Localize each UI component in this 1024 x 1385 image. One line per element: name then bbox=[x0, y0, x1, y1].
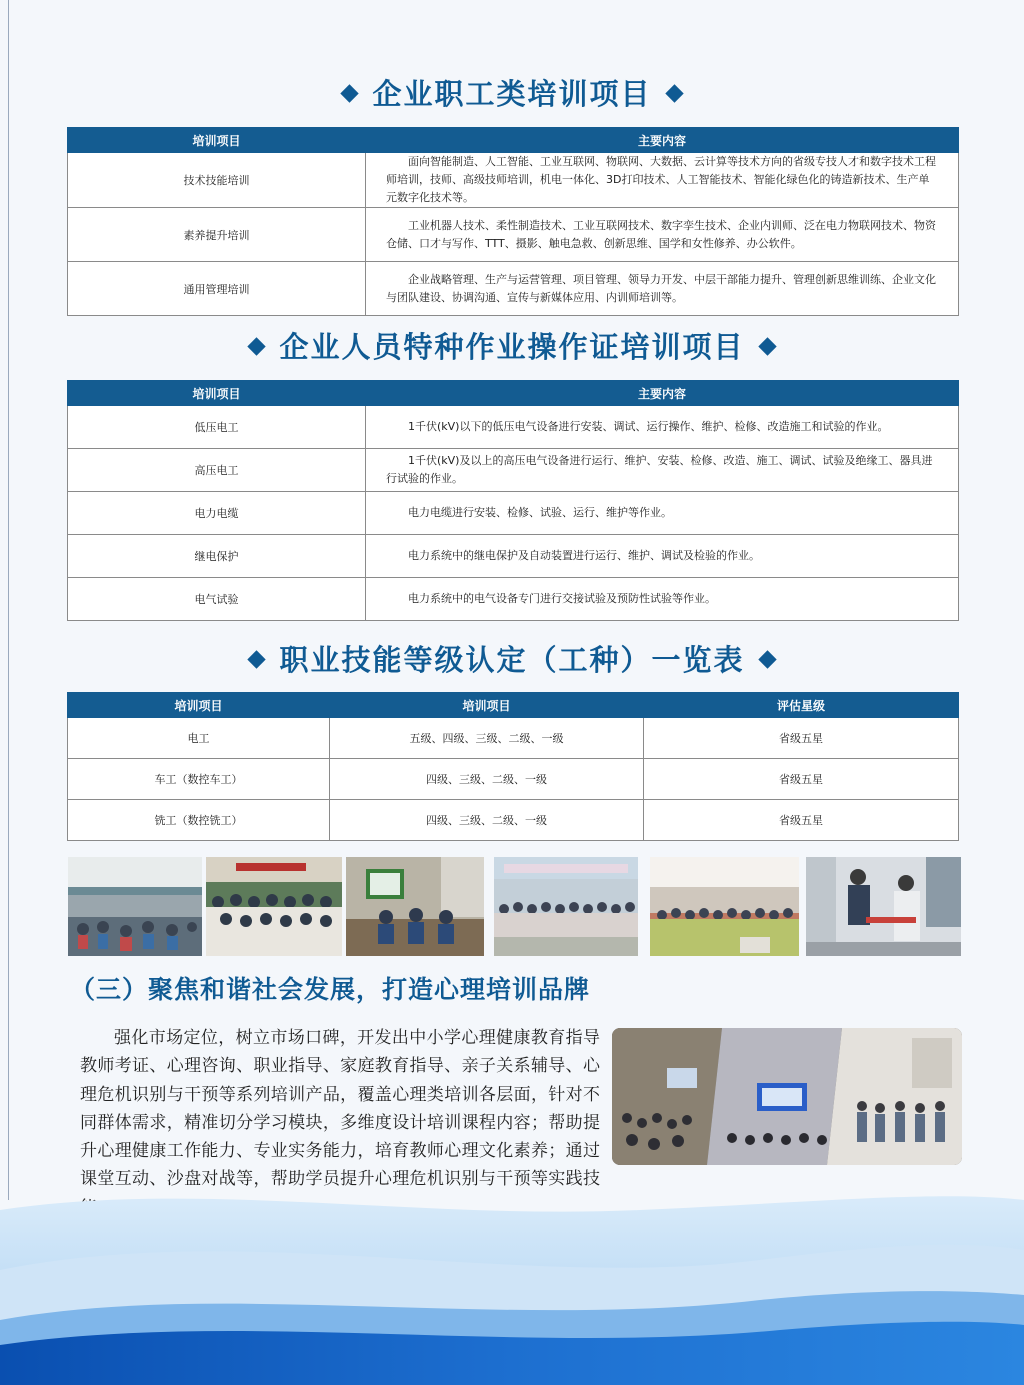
diamond-icon bbox=[341, 84, 359, 102]
table-header-cell: 培训项目 bbox=[330, 693, 644, 718]
decorative-wave-footer bbox=[0, 1180, 1024, 1385]
trade-name: 车工（数控车工） bbox=[68, 759, 330, 800]
table-header-cell: 评估星级 bbox=[644, 693, 959, 718]
table-header-row bbox=[68, 128, 959, 153]
training-item-name: 通用管理培训 bbox=[68, 262, 366, 316]
diamond-icon bbox=[665, 84, 683, 102]
psychology-section-title: （三）聚焦和谐社会发展，打造心理培训品牌 bbox=[70, 975, 591, 1004]
trade-rating: 省级五星 bbox=[644, 800, 959, 841]
diamond-icon bbox=[248, 650, 266, 668]
trade-name: 电工 bbox=[68, 718, 330, 759]
trade-name: 铣工（数控铣工） bbox=[68, 800, 330, 841]
training-item-name: 继电保护 bbox=[68, 535, 366, 578]
trade-rating: 省级五星 bbox=[644, 718, 959, 759]
section2-title: 企业人员特种作业操作证培训项目 bbox=[0, 325, 1024, 366]
diamond-icon bbox=[758, 650, 776, 668]
training-item-name: 技术技能培训 bbox=[68, 153, 366, 208]
table-row bbox=[68, 578, 959, 621]
training-item-content: 电力系统中的电气设备专门进行交接试验及预防性试验等作业。 bbox=[366, 578, 959, 621]
training-item-content: 企业战略管理、生产与运营管理、项目管理、领导力开发、中层干部能力提升、管理创新思维训练、企业文化与团队建设、协调沟通、宣传与新媒体应用、内训师培训等。 bbox=[366, 262, 959, 316]
table-skill-levels bbox=[67, 692, 959, 841]
table-header-cell: 主要内容 bbox=[366, 381, 959, 406]
training-item-content: 1千伏(kV)以下的低压电气设备进行安装、调试、运行操作、维护、检修、改造施工和试验的作业。 bbox=[366, 406, 959, 449]
photo-practical-training bbox=[806, 857, 961, 956]
section1-title: 企业职工类培训项目 bbox=[0, 72, 1024, 113]
training-item-content: 工业机器人技术、柔性制造技术、工业互联网技术、数字孪生技术、企业内训师、泛在电力物联网技术、物资仓储、口才与写作、TTT、摄影、触电急救、创新思维、国学和女性修养、办公软件。 bbox=[366, 208, 959, 262]
training-item-content: 电力系统中的继电保护及自动装置进行运行、维护、调试及检验的作业。 bbox=[366, 535, 959, 578]
table-row bbox=[68, 718, 959, 759]
table-row bbox=[68, 262, 959, 316]
photo-seminar-group-2 bbox=[650, 857, 799, 956]
training-item-name: 电气试验 bbox=[68, 578, 366, 621]
table-row bbox=[68, 535, 959, 578]
trade-levels: 四级、三级、二级、一级 bbox=[330, 759, 644, 800]
training-item-name: 高压电工 bbox=[68, 449, 366, 492]
table-header-cell: 主要内容 bbox=[366, 128, 959, 153]
table-enterprise-training bbox=[67, 127, 959, 316]
trade-levels: 四级、三级、二级、一级 bbox=[330, 800, 644, 841]
diamond-icon bbox=[758, 337, 776, 355]
table-row bbox=[68, 449, 959, 492]
table-row bbox=[68, 759, 959, 800]
table-row bbox=[68, 153, 959, 208]
training-item-content: 面向智能制造、人工智能、工业互联网、物联网、大数据、云计算等技术方向的省级专技人才和数字技术工程师培训，技师、高级技师培训，机电一体化、3D打印技术、人工智能技术、智能化绿色化的铸造新技术、生产单元数字化技术等。 bbox=[366, 153, 959, 208]
training-item-content: 电力电缆进行安装、检修、试验、运行、维护等作业。 bbox=[366, 492, 959, 535]
page-left-rule bbox=[8, 0, 9, 1200]
section3-title: 职业技能等级认定（工种）一览表 bbox=[0, 638, 1024, 679]
table-header-cell: 培训项目 bbox=[68, 381, 366, 406]
table-header-cell: 培训项目 bbox=[68, 693, 330, 718]
trade-levels: 五级、四级、三级、二级、一级 bbox=[330, 718, 644, 759]
trade-rating: 省级五星 bbox=[644, 759, 959, 800]
training-item-name: 低压电工 bbox=[68, 406, 366, 449]
diamond-icon bbox=[248, 337, 266, 355]
photo-collage-lecture bbox=[612, 1028, 962, 1165]
table-row bbox=[68, 800, 959, 841]
table-row bbox=[68, 208, 959, 262]
training-item-name: 电力电缆 bbox=[68, 492, 366, 535]
photo-meeting-room bbox=[346, 857, 484, 956]
photo-seminar-group-1 bbox=[494, 857, 638, 956]
training-item-name: 素养提升培训 bbox=[68, 208, 366, 262]
psychology-section-paragraph: 强化市场定位，树立市场口碑，开发出中小学心理健康教育指导教师考证、心理咨询、职业指导、家庭教育指导、亲子关系辅导、心理危机识别与干预等系列培训产品，覆盖心理类培训各层面，针对不同群体需求，精准切分学习模块，多维度设计培训课程内容；帮助提升心理健康工作能力、专业实务能力，培育教师心理文化素养；通过课堂互动、沙盘对战等，帮助学员提升心理危机识别与干预等实践技 bbox=[80, 1028, 600, 1190]
table-row bbox=[68, 406, 959, 449]
table-header-row bbox=[68, 693, 959, 718]
photo-workshop-training bbox=[68, 857, 202, 956]
table-header-row bbox=[68, 381, 959, 406]
table-row bbox=[68, 492, 959, 535]
training-item-content: 1千伏(kV)及以上的高压电气设备进行运行、维护、安装、检修、改造、施工、调试、试验及绝缘工、器具进行试验的作业。 bbox=[366, 449, 959, 492]
table-header-cell: 培训项目 bbox=[68, 128, 366, 153]
table-special-operation bbox=[67, 380, 959, 621]
photo-group-outdoor bbox=[206, 857, 342, 956]
